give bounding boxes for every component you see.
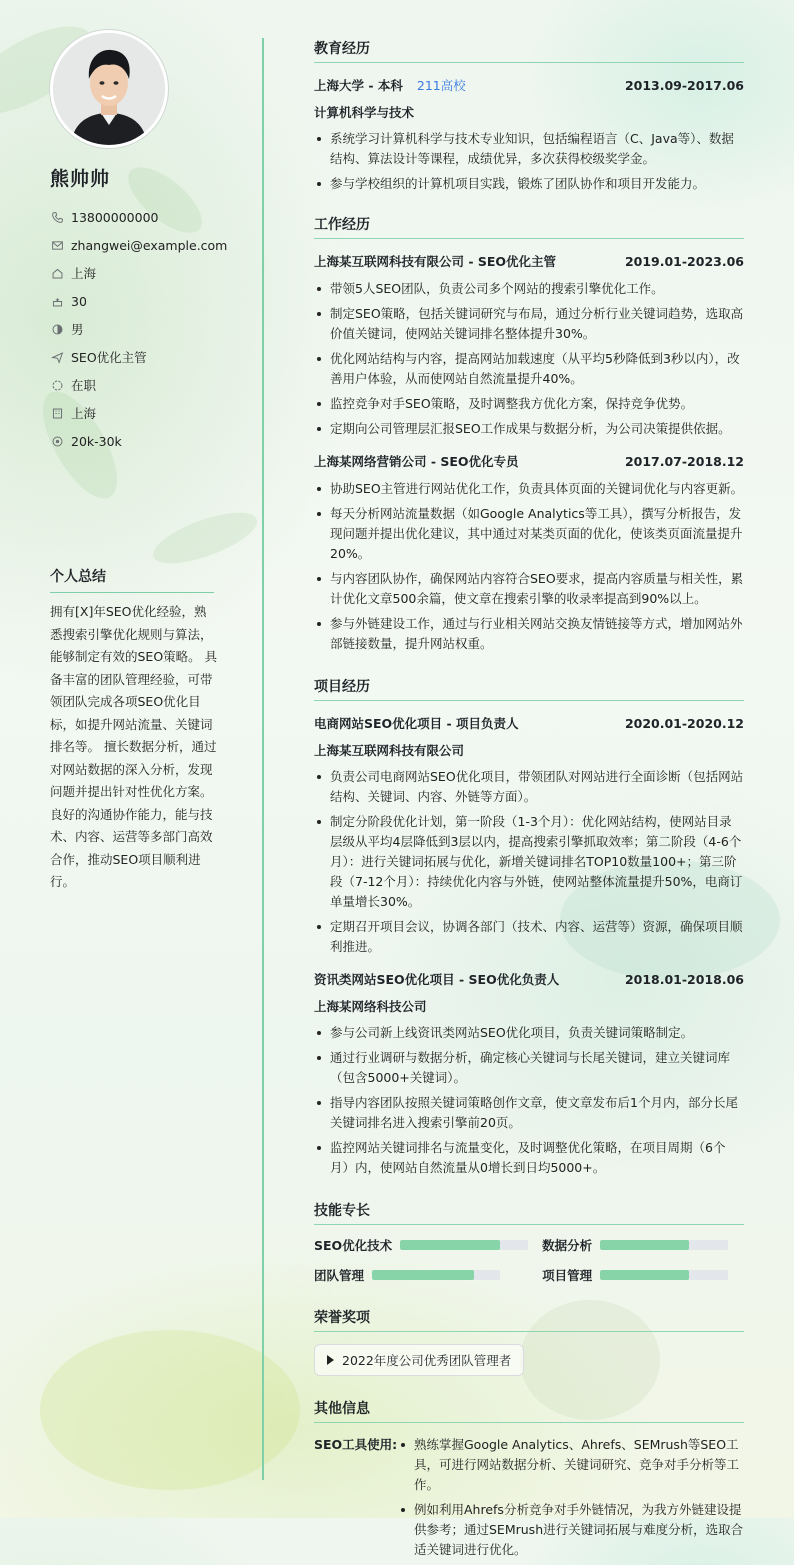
list-item: 参与外链建设工作，通过与行业相关网站交换友情链接等方式，增加网站外部链接数量，提升网站权重。: [314, 614, 744, 654]
list-item: 参与公司新上线资讯类网站SEO优化项目，负责关键词策略制定。: [314, 1023, 744, 1043]
skill-bar: [600, 1270, 728, 1280]
project-bullets: [314, 1023, 744, 1178]
skill-bar-fill: [600, 1270, 688, 1280]
age-value: 30: [71, 293, 87, 309]
education-heading: 教育经历: [314, 38, 744, 63]
list-item: 与内容团队协作，确保网站内容符合SEO要求，提高内容质量与相关性，累计优化文章500余篇，使文章在搜索引擎的收录率提高到90%以上。: [314, 569, 744, 609]
skill-bar: [400, 1240, 528, 1250]
phone-icon: [50, 210, 64, 224]
list-item: 指导内容团队按照关键词策略创作文章，使文章发布后1个月内，部分长尾关键词排名进入搜索引擎前20页。: [314, 1093, 744, 1133]
skill-name: 团队管理: [314, 1268, 365, 1283]
status-icon: [50, 378, 64, 392]
coin-icon: [50, 434, 64, 448]
phone-row: [50, 203, 250, 231]
work-heading: 工作经历: [314, 214, 744, 239]
candidate-name: 熊帅帅: [50, 168, 111, 190]
job-title: 上海某网络营销公司 - SEO优化专员: [314, 454, 519, 469]
list-item: 系统学习计算机科学与技术专业知识，包括编程语言（C、Java等）、数据结构、算法设计等课程，成绩优异，多次获得校级奖学金。: [314, 129, 744, 169]
cake-icon: [50, 294, 64, 308]
list-item: 制定SEO策略，包括关键词研究与布局，通过分析行业关键词趋势，选取高价值关键词，使网站关键词排名整体提升30%。: [314, 304, 744, 344]
list-item: 优化网站结构与内容，提高网站加载速度（从平均5秒降低到3秒以内），改善用户体验，从而使网站自然流量提升40%。: [314, 349, 744, 389]
city-value: 上海: [71, 406, 97, 421]
skill-item: [314, 1267, 528, 1283]
other-info-row: [314, 1435, 744, 1565]
email-value: zhangwei@example.com: [71, 237, 228, 253]
skill-bar-fill: [400, 1240, 500, 1250]
list-item: 带领5人SEO团队，负责公司多个网站的搜索引擎优化工作。: [314, 279, 744, 299]
job-head: [314, 251, 744, 271]
skills-grid: [314, 1237, 744, 1283]
skill-item: [542, 1267, 744, 1283]
project-period: 2018.01-2018.06: [624, 971, 744, 987]
project-company: 上海某网络科技公司: [314, 999, 427, 1014]
project-title: 资讯类网站SEO优化项目 - SEO优化负责人: [314, 972, 560, 987]
contact-info: [50, 203, 250, 455]
list-item: 协助SEO主管进行网站优化工作，负责具体页面的关键词优化与内容更新。: [314, 479, 744, 499]
sidebar: [0, 0, 262, 1518]
job-bullets: [314, 279, 744, 439]
list-item: 定期召开项目会议，协调各部门（技术、内容、运营等）资源，确保项目顺利推进。: [314, 917, 744, 957]
honor-label: 2022年度公司优秀团队管理者: [342, 1353, 512, 1368]
honors-heading: 荣誉奖项: [314, 1307, 744, 1332]
status-row: [50, 371, 250, 399]
status-value: 在职: [71, 378, 97, 393]
city-row: [50, 399, 250, 427]
education-period: 2013.09-2017.06: [624, 77, 744, 93]
list-item: 例如利用Ahrefs分析竞争对手外链情况，为我方外链建设提供参考；通过SEMrush进行关键词拓展与难度分析，选取合适关键词进行优化。: [398, 1500, 744, 1560]
honor-item[interactable]: [314, 1344, 524, 1376]
job-title: 上海某互联网科技有限公司 - SEO优化主管: [314, 254, 557, 269]
job-head: [314, 451, 744, 471]
job-period: 2019.01-2023.06: [624, 253, 744, 269]
skill-item: [542, 1237, 744, 1253]
skill-bar: [372, 1270, 500, 1280]
skills-heading: 技能专长: [314, 1200, 744, 1225]
projects-heading: 项目经历: [314, 676, 744, 701]
home-icon: [50, 266, 64, 280]
play-icon: [327, 1355, 334, 1365]
list-item: 定期向公司管理层汇报SEO工作成果与数据分析，为公司决策提供依据。: [314, 419, 744, 439]
education-school-wrap: [314, 76, 466, 94]
age-row: [50, 287, 250, 315]
other-heading: 其他信息: [314, 1398, 744, 1423]
project-period: 2020.01-2020.12: [624, 715, 744, 731]
location-row: [50, 259, 250, 287]
project-head: [314, 713, 744, 733]
skill-name: 项目管理: [542, 1268, 593, 1283]
project-head: [314, 969, 744, 989]
skill-bar-fill: [600, 1240, 688, 1250]
project-bullets: [314, 767, 744, 957]
building-icon: [50, 406, 64, 420]
list-item: 每天分析网站流量数据（如Google Analytics等工具），撰写分析报告，发现问题并提出优化建议，其中通过对某类页面的优化，使该类页面流量提升20%。: [314, 504, 744, 564]
position-row: [50, 343, 250, 371]
summary-text: 拥有[X]年SEO优化经验，熟悉搜索引擎优化规则与算法，能够制定有效的SEO策略。 具备丰富的团队管理经验，可带领团队完成各项SEO优化目标，如提升网站流量、关键词排名等。 擅长数据分析，通过对网站数据的深入分析，发现问题并提出针对性优化方案。 良好的沟通协作能力，能与技术、内容、运营等多部门高效合作，推动SEO项目顺利进行。: [50, 604, 218, 889]
skill-bar-fill: [372, 1270, 474, 1280]
skill-bar: [600, 1240, 728, 1250]
job-bullets: [314, 479, 744, 654]
list-item: 制定分阶段优化计划，第一阶段（1-3个月）：优化网站结构，使网站目录层级从平均4层降低到3层以内，提高搜索引擎抓取效率；第二阶段（4-6个月）：进行关键词拓展与优化，新增关键词排名TOP10数量100+；第三阶段（7-12个月）：持续优化内容与外链，使网站整体流量提升50%，电商订单量增长30%。: [314, 812, 744, 912]
education-entry-head: [314, 75, 744, 95]
avatar: [50, 30, 168, 148]
salary-row: [50, 427, 250, 455]
position-value: SEO优化主管: [71, 350, 147, 365]
email-row: [50, 231, 250, 259]
gender-row: [50, 315, 250, 343]
skill-item: [314, 1237, 528, 1253]
education-major: 计算机科学与技术: [314, 105, 415, 120]
list-item: 通过行业调研与数据分析，确定核心关键词与长尾关键词，建立关键词库（包含5000+关键词）。: [314, 1048, 744, 1088]
gender-value: 男: [71, 322, 84, 337]
skill-name: SEO优化技术: [314, 1238, 393, 1253]
education-bullets: [314, 129, 744, 194]
main-content: [314, 38, 744, 1565]
list-item: 熟练掌握Google Analytics、Ahrefs、SEMrush等SEO工具，可进行网站数据分析、关键词研究、竞争对手分析等工作。: [398, 1435, 744, 1495]
gender-icon: [50, 322, 64, 336]
summary-heading: 个人总结: [50, 566, 214, 593]
project-title: 电商网站SEO优化项目 - 项目负责人: [314, 716, 519, 731]
other-bullets: [398, 1435, 744, 1565]
list-item: 监控竞争对手SEO策略，及时调整我方优化方案，保持竞争优势。: [314, 394, 744, 414]
salary-value: 20k-30k: [71, 433, 122, 449]
location-value: 上海: [71, 266, 97, 281]
education-tag: 211高校: [416, 78, 466, 93]
other-label: SEO工具使用:: [314, 1437, 398, 1452]
divider-line: [262, 38, 264, 1480]
mail-icon: [50, 238, 64, 252]
list-item: 参与学校组织的计算机项目实践，锻炼了团队协作和项目开发能力。: [314, 174, 744, 194]
send-icon: [50, 350, 64, 364]
list-item: 负责公司电商网站SEO优化项目，带领团队对网站进行全面诊断（包括网站结构、关键词、内容、外链等方面）。: [314, 767, 744, 807]
education-school: 上海大学 - 本科: [314, 78, 403, 93]
job-period: 2017.07-2018.12: [624, 453, 744, 469]
project-company: 上海某互联网科技有限公司: [314, 743, 465, 758]
phone-value: 13800000000: [71, 209, 159, 225]
list-item: 监控网站关键词排名与流量变化，及时调整优化策略，在项目周期（6个月）内，使网站自然流量从0增长到日均5000+。: [314, 1138, 744, 1178]
skill-name: 数据分析: [542, 1238, 593, 1253]
